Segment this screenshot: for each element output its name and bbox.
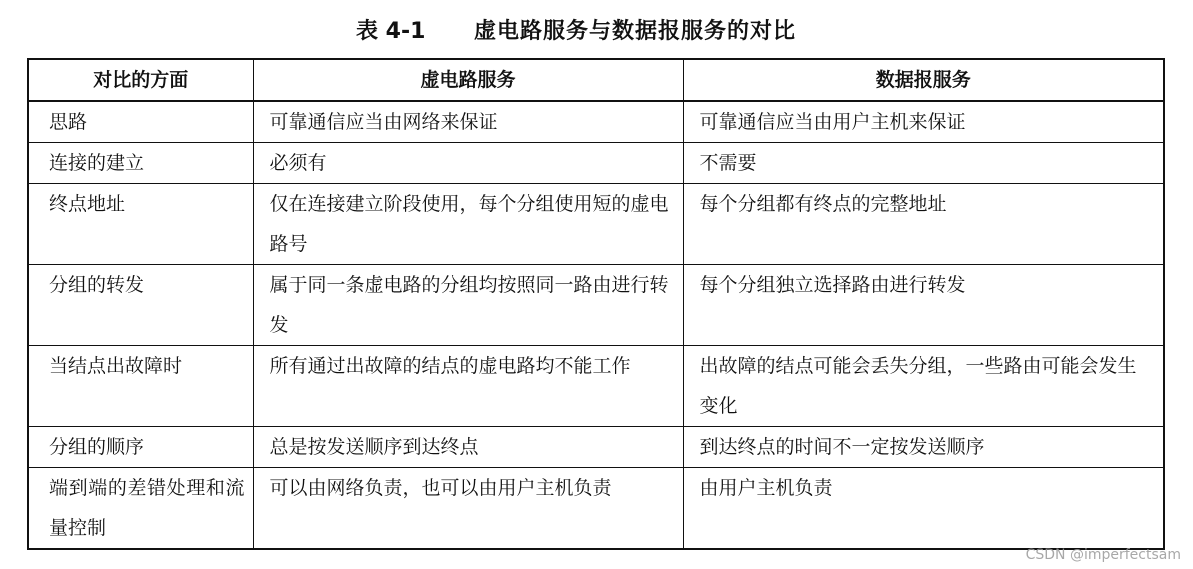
- cell-virtual-circuit: 必须有: [253, 143, 683, 184]
- header-row: [28, 59, 1164, 101]
- cell-aspect: 终点地址: [28, 184, 253, 265]
- table-title: 虚电路服务与数据报服务的对比: [474, 19, 797, 44]
- watermark: CSDN @imperfectsam: [1025, 547, 1181, 563]
- cell-virtual-circuit: 所有通过出故障的结点的虚电路均不能工作: [253, 346, 683, 427]
- cell-datagram: 到达终点的时间不一定按发送顺序: [683, 427, 1164, 468]
- cell-datagram: 可靠通信应当由用户主机来保证: [683, 101, 1164, 143]
- table-number: 表 4-1: [356, 19, 426, 44]
- cell-aspect: 连接的建立: [28, 143, 253, 184]
- cell-virtual-circuit: 属于同一条虚电路的分组均按照同一路由进行转发: [253, 265, 683, 346]
- header-virtual-circuit: 虚电路服务: [253, 59, 683, 101]
- table-row: [28, 468, 1164, 550]
- cell-datagram: 由用户主机负责: [683, 468, 1164, 550]
- cell-datagram: 每个分组独立选择路由进行转发: [683, 265, 1164, 346]
- cell-aspect: 端到端的差错处理和流量控制: [28, 468, 253, 550]
- table-row: [28, 101, 1164, 143]
- header-datagram: 数据报服务: [683, 59, 1164, 101]
- cell-datagram: 每个分组都有终点的完整地址: [683, 184, 1164, 265]
- header-aspect: 对比的方面: [28, 59, 253, 101]
- comparison-table: [27, 58, 1165, 550]
- table-row: [28, 427, 1164, 468]
- table-caption: [0, 12, 1193, 52]
- cell-aspect: 分组的转发: [28, 265, 253, 346]
- cell-virtual-circuit: 可靠通信应当由网络来保证: [253, 101, 683, 143]
- table-row: [28, 143, 1164, 184]
- table-row: [28, 346, 1164, 427]
- cell-aspect: 分组的顺序: [28, 427, 253, 468]
- cell-virtual-circuit: 可以由网络负责，也可以由用户主机负责: [253, 468, 683, 550]
- table-row: [28, 184, 1164, 265]
- cell-datagram: 不需要: [683, 143, 1164, 184]
- table-row: [28, 265, 1164, 346]
- cell-virtual-circuit: 仅在连接建立阶段使用，每个分组使用短的虚电路号: [253, 184, 683, 265]
- cell-datagram: 出故障的结点可能会丢失分组，一些路由可能会发生变化: [683, 346, 1164, 427]
- cell-aspect: 思路: [28, 101, 253, 143]
- cell-aspect: 当结点出故障时: [28, 346, 253, 427]
- cell-virtual-circuit: 总是按发送顺序到达终点: [253, 427, 683, 468]
